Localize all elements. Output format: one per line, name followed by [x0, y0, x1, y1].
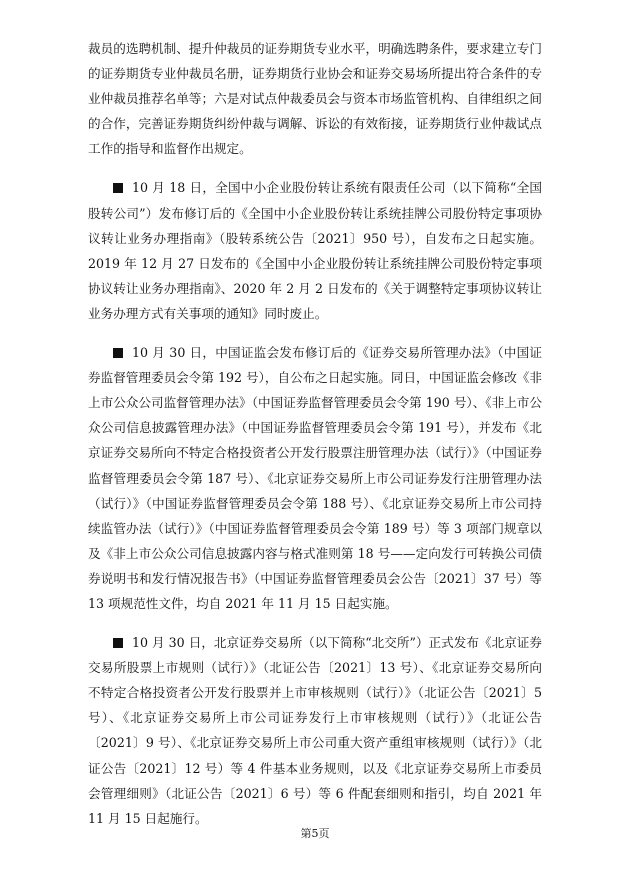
- square-bullet-icon: [113, 638, 123, 648]
- document-body: [88, 36, 542, 845]
- paragraph-text: 裁员的选聘机制、提升仲裁员的证券期货专业水平，明确选聘条件，要求建立专门的证券期货专业仲裁员名册，证券期货行业协会和证券交易场所提出符合条件的专业仲裁员推荐名单等；六是对试点仲裁委员会与资本市场监管机构、自律组织之间的合作，完善证券期货纠纷仲裁与调解、诉讼的有效衔接，证券期货行业仲裁试点工作的指导和监督作出规定。: [88, 41, 542, 157]
- paragraph-neeq-guideline: [88, 175, 542, 326]
- square-bullet-icon: [113, 348, 123, 358]
- page-number: 第5页: [300, 827, 330, 840]
- paragraph-bse-rules: [88, 630, 542, 831]
- paragraph-arbitration-continued: [88, 36, 542, 161]
- paragraph-csrc-exchange-rules: [88, 340, 542, 616]
- square-bullet-icon: [113, 183, 123, 193]
- paragraph-text: 10 月 30 日，中国证监会发布修订后的《证券交易所管理办法》（中国证券监督管理委员会令第 192 号），自公布之日起实施。同日，中国证监会修改《非上市公众公司监督管理办法》（中国证券监督管理委员会令第 190 号）、《非上市公众公司信息披露管理办法》（中国证券监督管理委员会令第 191 号），并发布《北京证券交易所向不特定合格投资者公开发行股票注册管理办法（试行）》（中国证券监督管理委员会令第 187 号）、《北京证券交易所上市公司证券发行注册管理办法（试行）》（中国证券监督管理委员会令第 188 号）、《北京证券交易所上市公司持续监管办法（试行）》（中国证券监督管理委员会令第 189 号）等 3 项部门规章以及《非上市公众公司信息披露内容与格式准则第 18 号——定向发行可转换公司债券说明书和发行情况报告书》（中国证券监督管理委员会公告〔2021〕37 号）等 13 项规范性文件，均自 2021 年 11 月 15 日起实施。: [88, 345, 542, 611]
- paragraph-text: 10 月 18 日，全国中小企业股份转让系统有限责任公司（以下简称“全国股转公司”）发布修订后的《全国中小企业股份转让系统挂牌公司股份特定事项协议转让业务办理指南》（股转系统公告〔2021〕950 号），自发布之日起实施。2019 年 12 月 27 日发布的《全国中小企业股份转让系统挂牌公司股份特定事项协议转让业务办理指南》、2020 年 2 月 2 日发布的《关于调整特定事项协议转让业务办理方式有关事项的通知》同时废止。: [88, 180, 542, 321]
- paragraph-text: 10 月 30 日，北京证券交易所（以下简称“北交所”）正式发布《北京证券交易所股票上市规则（试行）》（北证公告〔2021〕13 号）、《北京证券交易所向不特定合格投资者公开发行股票并上市审核规则（试行）》（北证公告〔2021〕5 号）、《北京证券交易所上市公司证券发行上市审核规则（试行）》（北证公告〔2021〕9 号）、《北京证券交易所上市公司重大资产重组审核规则（试行）》（北证公告〔2021〕12 号）等 4 件基本业务规则，以及《北京证券交易所上市委员会管理细则》（北证公告〔2021〕6 号）等 6 件配套细则和指引，均自 2021 年 11 月 15 日起施行。: [88, 635, 542, 826]
